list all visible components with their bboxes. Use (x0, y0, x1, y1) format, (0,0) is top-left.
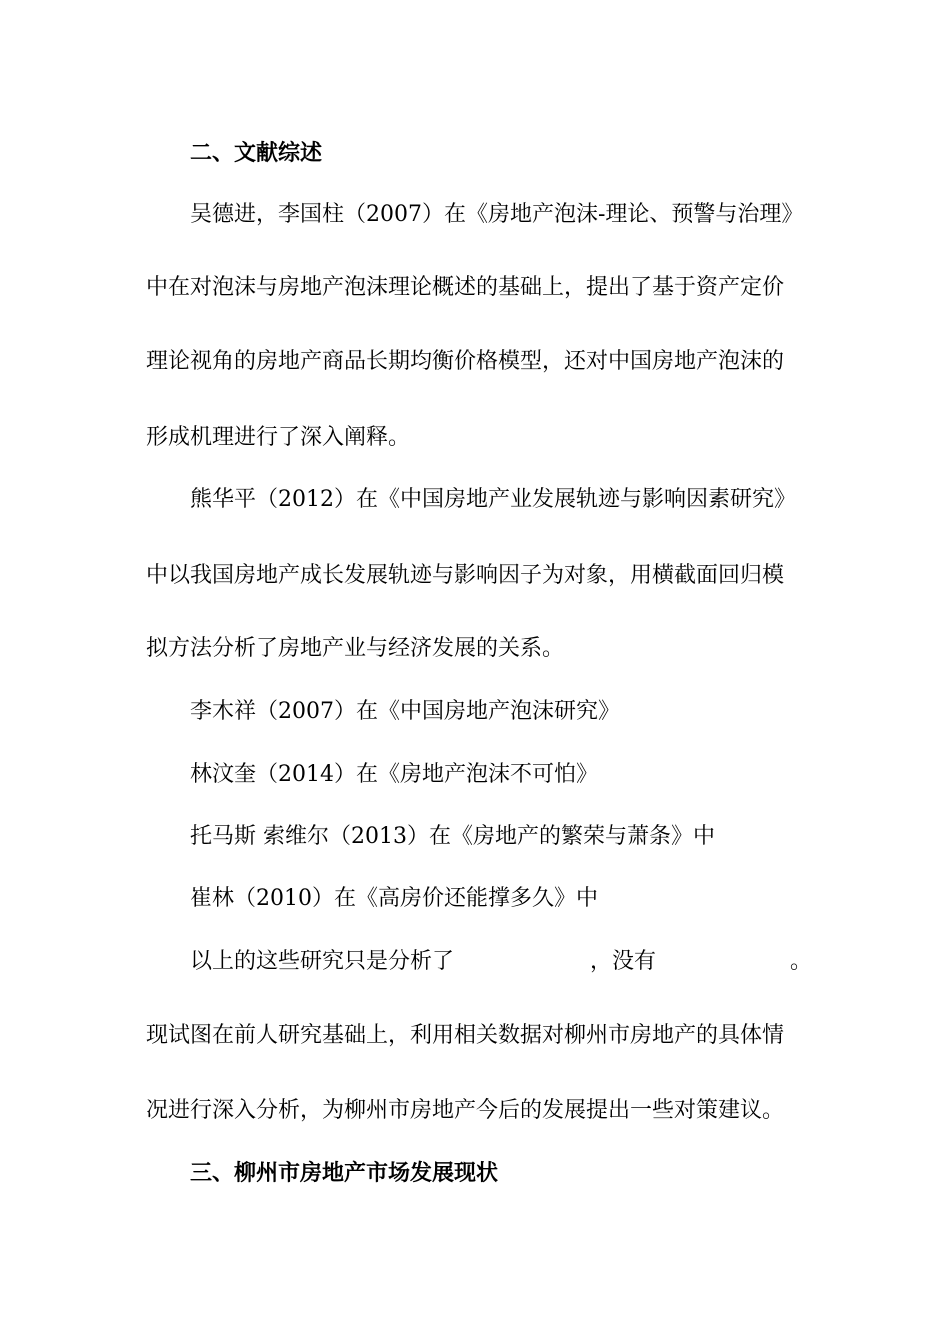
paragraph-line: 拟方法分析了房地产业与经济发展的关系。 (146, 636, 565, 661)
reference-line: 李木祥（2007）在《中国房地产泡沫研究》 (190, 699, 620, 724)
paragraph-line: 中在对泡沫与房地产泡沫理论概述的基础上，提出了基于资产定价 (146, 275, 785, 300)
paragraph-line: 中以我国房地产成长发展轨迹与影响因子为对象，用横截面回归模 (146, 563, 785, 588)
paragraph-line-part: 以上的这些研究只是分析了 (190, 949, 455, 974)
reference-line: 林汶奎（2014）在《房地产泡沫不可怕》 (190, 762, 598, 787)
paragraph-line: 形成机理进行了深入阐释。 (146, 425, 411, 450)
reference-line: 托马斯 索维尔（2013）在《房地产的繁荣与萧条》中 (190, 824, 715, 849)
paragraph-line-part: 。 (790, 949, 813, 974)
section-heading-literature-review: 二、文献综述 (190, 140, 323, 166)
paragraph-line: 况进行深入分析，为柳州市房地产今后的发展提出一些对策建议。 (146, 1098, 785, 1123)
paragraph-line: 理论视角的房地产商品长期均衡价格模型，还对中国房地产泡沫的 (146, 349, 785, 374)
section-heading-market-status: 三、柳州市房地产市场发展现状 (190, 1160, 499, 1186)
paragraph-line: 熊华平（2012）在《中国房地产业发展轨迹与影响因素研究》 (190, 487, 796, 512)
paragraph-line: 现试图在前人研究基础上，利用相关数据对柳州市房地产的具体情 (146, 1023, 785, 1048)
paragraph-line-part: ，没有 (590, 949, 657, 974)
paragraph-line: 吴德进，李国柱（2007）在《房地产泡沫-理论、预警与治理》 (190, 202, 804, 227)
reference-line: 崔林（2010）在《高房价还能撑多久》中 (190, 886, 598, 911)
